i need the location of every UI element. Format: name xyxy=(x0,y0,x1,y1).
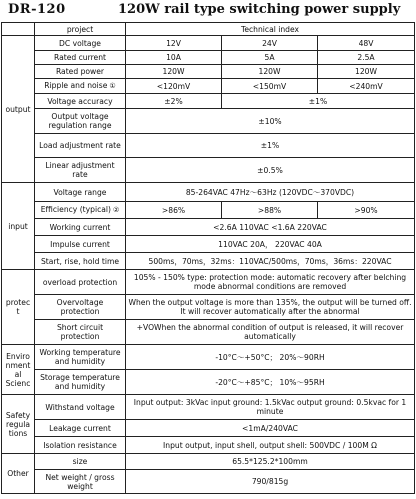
header-project: project xyxy=(35,23,126,36)
footnote-marker: ② xyxy=(112,206,120,214)
value-cell: -10°C～+50°C； 20%～90RH xyxy=(126,345,415,370)
header-technical-index: Technical index xyxy=(126,23,415,36)
group-other: Other xyxy=(2,454,35,494)
value-cell: 48V xyxy=(318,36,415,51)
table-row xyxy=(2,36,415,51)
table-row xyxy=(2,253,415,270)
value-cell: <1mA/240VAC xyxy=(126,420,415,437)
value-cell: When the output voltage is more than 135%, the output will be turned off. It will recover automatically after the abnormal xyxy=(126,295,415,320)
spec-table xyxy=(1,22,415,494)
value-cell: 2.5A xyxy=(318,51,415,65)
value-cell: Input output: 3kVac input ground: 1.5kVac output ground: 0.5kvac for 1 minute xyxy=(126,395,415,420)
value-cell: 105% - 150% type: protection mode: automatic recovery after belching mode abnormal conditions are removed xyxy=(126,270,415,295)
value-cell: ±1% xyxy=(126,134,415,158)
table-row xyxy=(2,183,415,202)
param-label: Isolation resistance xyxy=(35,437,126,454)
value-cell: Input output, input shell, output shell: 500VDC / 100M Ω xyxy=(126,437,415,454)
value-cell: 85-264VAC 47Hz～63Hz (120VDC～370VDC) xyxy=(126,183,415,202)
table-row xyxy=(2,236,415,253)
group-input: input xyxy=(2,183,35,270)
value-cell: ±0.5% xyxy=(126,158,415,183)
param-label: Overvoltage protection xyxy=(35,295,126,320)
value-cell: ±2% xyxy=(126,94,222,109)
ripple-label-text: Ripple and noise xyxy=(44,81,108,90)
param-label: Working temperature and humidity xyxy=(35,345,126,370)
table-row xyxy=(2,158,415,183)
table-row xyxy=(2,370,415,395)
param-label: Rated power xyxy=(35,65,126,79)
param-label: Start, rise, hold time xyxy=(35,253,126,270)
param-label: DC voltage xyxy=(35,36,126,51)
table-row xyxy=(2,202,415,219)
header-blank xyxy=(2,23,35,36)
param-label: Voltage accuracy xyxy=(35,94,126,109)
param-label xyxy=(35,202,126,219)
value-cell: >90% xyxy=(318,202,415,219)
table-row xyxy=(2,65,415,79)
param-label: Load adjustment rate xyxy=(35,134,126,158)
table-header-row xyxy=(2,23,415,36)
table-row xyxy=(2,420,415,437)
model-number: DR-120 xyxy=(8,2,66,17)
value-cell: <150mV xyxy=(222,79,318,94)
value-cell: 24V xyxy=(222,36,318,51)
group-output: output xyxy=(2,36,35,183)
table-row xyxy=(2,345,415,370)
value-cell: 120W xyxy=(126,65,222,79)
param-label: Storage temperature and humidity xyxy=(35,370,126,395)
value-cell: 12V xyxy=(126,36,222,51)
param-label: Linear adjustment rate xyxy=(35,158,126,183)
title-bar xyxy=(0,0,416,22)
value-cell: <2.6A 110VAC <1.6A 220VAC xyxy=(126,219,415,236)
value-cell: ±1% xyxy=(222,94,415,109)
value-cell: >88% xyxy=(222,202,318,219)
value-cell: 120W xyxy=(318,65,415,79)
value-cell: ±10% xyxy=(126,109,415,134)
value-cell: 110VAC 20A， 220VAC 40A xyxy=(126,236,415,253)
value-cell: 120W xyxy=(222,65,318,79)
param-label: Rated current xyxy=(35,51,126,65)
value-cell: 5A xyxy=(222,51,318,65)
value-cell: <120mV xyxy=(126,79,222,94)
group-environment: Enviro nmental Scienc xyxy=(2,345,35,395)
value-cell: 500ms，70ms，32ms：110VAC/500ms，70ms，36ms：220VAC xyxy=(126,253,415,270)
document-title: 120W rail type switching power supply xyxy=(118,2,401,17)
value-cell: +VOWhen the abnormal condition of output is released, it will recover automatically xyxy=(126,320,415,345)
table-row xyxy=(2,79,415,94)
group-safety: Safety regula tions xyxy=(2,395,35,454)
param-label: Leakage current xyxy=(35,420,126,437)
value-cell: >86% xyxy=(126,202,222,219)
param-label: Withstand voltage xyxy=(35,395,126,420)
value-cell: -20°C～+85°C； 10%～95RH xyxy=(126,370,415,395)
param-label: Working current xyxy=(35,219,126,236)
efficiency-label-text: Efficiency (typical) xyxy=(40,205,111,214)
table-row xyxy=(2,395,415,420)
param-label: Impulse current xyxy=(35,236,126,253)
param-label: Net weight / gross weight xyxy=(35,470,126,494)
table-row xyxy=(2,270,415,295)
value-cell: <240mV xyxy=(318,79,415,94)
table-row xyxy=(2,134,415,158)
table-row xyxy=(2,109,415,134)
group-protect: protec t xyxy=(2,270,35,345)
table-row xyxy=(2,454,415,470)
table-row xyxy=(2,219,415,236)
value-cell: 790/815g xyxy=(126,470,415,494)
param-label: Short circuit protection xyxy=(35,320,126,345)
table-row xyxy=(2,470,415,494)
footnote-marker: ① xyxy=(109,82,116,90)
table-row xyxy=(2,295,415,320)
param-label xyxy=(35,79,126,94)
param-label: Output voltage regulation range xyxy=(35,109,126,134)
table-row xyxy=(2,51,415,65)
param-label: Voltage range xyxy=(35,183,126,202)
param-label: overload protection xyxy=(35,270,126,295)
table-row xyxy=(2,437,415,454)
table-row xyxy=(2,320,415,345)
value-cell: 65.5*125.2*100mm xyxy=(126,454,415,470)
value-cell: 10A xyxy=(126,51,222,65)
param-label: size xyxy=(35,454,126,470)
table-row xyxy=(2,94,415,109)
